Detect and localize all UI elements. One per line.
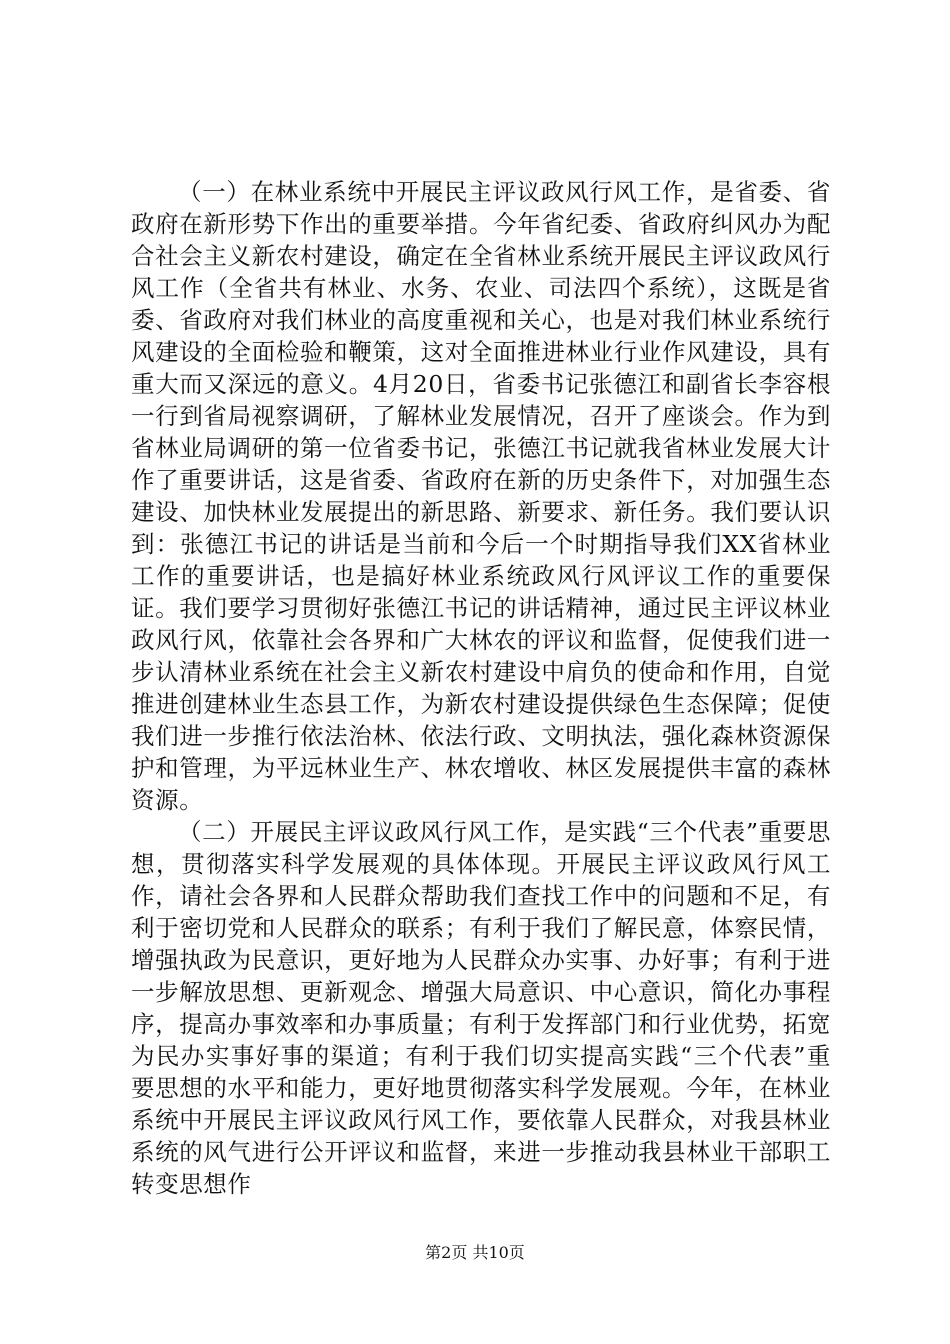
document-body	[131, 176, 831, 1200]
page-number-footer: 第2页 共10页	[425, 1243, 525, 1262]
paragraph-2: （二）开展民主评议政风行风工作，是实践“三个代表”重要思想，贯彻落实科学发展观的具体体现。开展民主评议政风行风工作，请社会各界和人民群众帮助我们查找工作中的问题和不足，有利于密切党和人民群众的联系；有利于我们了解民意，体察民情，增强执政为民意识，更好地为人民群众办实事、办好事；有利于进一步解放思想、更新观念、增强大局意识、中心意识，简化办事程序，提高办事效率和办事质量；有利于发挥部门和行业优势，拓宽为民办实事好事的渠道；有利于我们切实提高实践“三个代表”重要思想的水平和能力，更好地贯彻落实科学发展观。今年，在林业系统中开展民主评议政风行风工作，要依靠人民群众，对我县林业系统的风气进行公开评议和监督，来进一步推动我县林业干部职工转变思想作	[131, 818, 831, 1198]
paragraph-1: （一）在林业系统中开展民主评议政风行风工作，是省委、省政府在新形势下作出的重要举措。今年省纪委、省政府纠风办为配合社会主义新农村建设，确定在全省林业系统开展民主评议政风行风工作（全省共有林业、水务、农业、司法四个系统），这既是省委、省政府对我们林业的高度重视和关心，也是对我们林业系统行风建设的全面检验和鞭策，这对全面推进林业行业作风建设，具有重大而又深远的意义。4月20日，省委书记张德江和副省长李容根一行到省局视察调研，了解林业发展情况，召开了座谈会。作为到省林业局调研的第一位省委书记，张德江书记就我省林业发展大计作了重要讲话，这是省委、省政府在新的历史条件下，对加强生态建设、加快林业发展提出的新思路、新要求、新任务。我们要认识到：张德江书记的讲话是当前和今后一个时期指导我们XX省林业工作的重要讲话，也是搞好林业系统政风行风评议工作的重要保证。我们要学习贯彻好张德江书记的讲话精神，通过民主评议林业政风行风，依靠社会各界和广大林农的评议和监督，促使我们进一步认清林业系统在社会主义新农村建设中肩负的使命和作用，自觉推进创建林业生态县工作，为新农村建设提供绿色生态保障；促使我们进一步推行依法治林、依法行政、文明执法，强化森林资源保护和管理，为平远林业生产、林农增收、林区发展提供丰富的森林资源。	[131, 178, 831, 814]
